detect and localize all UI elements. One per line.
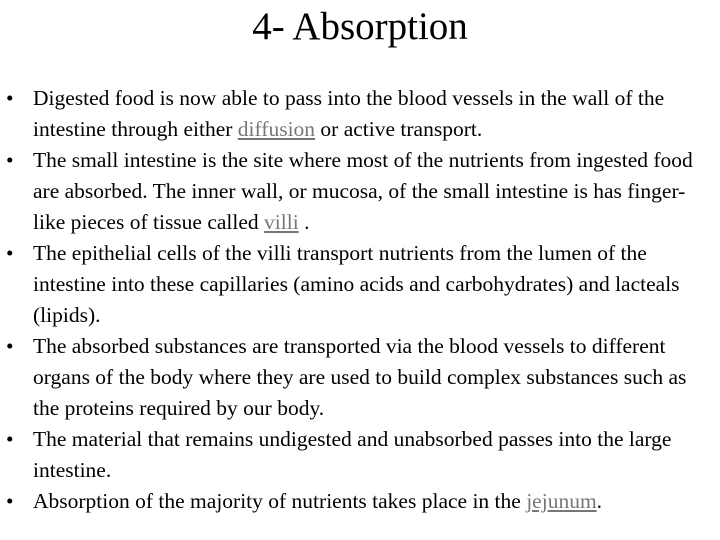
bullet-text: The material that remains undigested and unabsorbed passes into the large intestine. bbox=[33, 427, 672, 482]
bullet-item bbox=[0, 83, 720, 145]
bullet-item bbox=[0, 238, 720, 331]
bullet-text: Digested food is now able to pass into the blood vessels in the wall of the intestine through either bbox=[33, 86, 665, 141]
bullet-text: Absorption of the majority of nutrients takes place in the bbox=[33, 489, 527, 513]
bullet-list bbox=[0, 83, 720, 517]
bullet-icon: • bbox=[6, 427, 14, 451]
jejunum-link[interactable]: jejunum bbox=[526, 489, 597, 513]
bullet-icon: • bbox=[6, 86, 14, 110]
bullet-item bbox=[0, 486, 720, 517]
bullet-text: . bbox=[298, 210, 310, 234]
bullet-icon: • bbox=[6, 148, 14, 172]
bullet-text: The absorbed substances are transported via the blood vessels to different organs of the body where they are used to build complex substances such as the proteins required by our body. bbox=[33, 334, 687, 420]
bullet-item bbox=[0, 424, 720, 486]
bullet-text: The epithelial cells of the villi transport nutrients from the lumen of the intestine into these capillaries (amino acids and carbohydrates) and lacteals (lipids). bbox=[33, 241, 680, 327]
bullet-item bbox=[0, 331, 720, 424]
slide-title: 4- Absorption bbox=[252, 5, 468, 48]
bullet-text: The small intestine is the site where most of the nutrients from ingested food are absorbed. The inner wall, or mucosa, of the small intestine is has finger-like pieces of tissue called bbox=[33, 148, 693, 234]
bullet-item bbox=[0, 145, 720, 238]
bullet-icon: • bbox=[6, 241, 14, 265]
bullet-icon: • bbox=[6, 489, 14, 513]
bullet-text: . bbox=[596, 489, 603, 513]
bullet-text: or active transport. bbox=[315, 117, 483, 141]
bullet-icon: • bbox=[6, 334, 14, 358]
diffusion-link[interactable]: diffusion bbox=[237, 117, 316, 141]
villi-link[interactable]: villi bbox=[264, 210, 299, 234]
